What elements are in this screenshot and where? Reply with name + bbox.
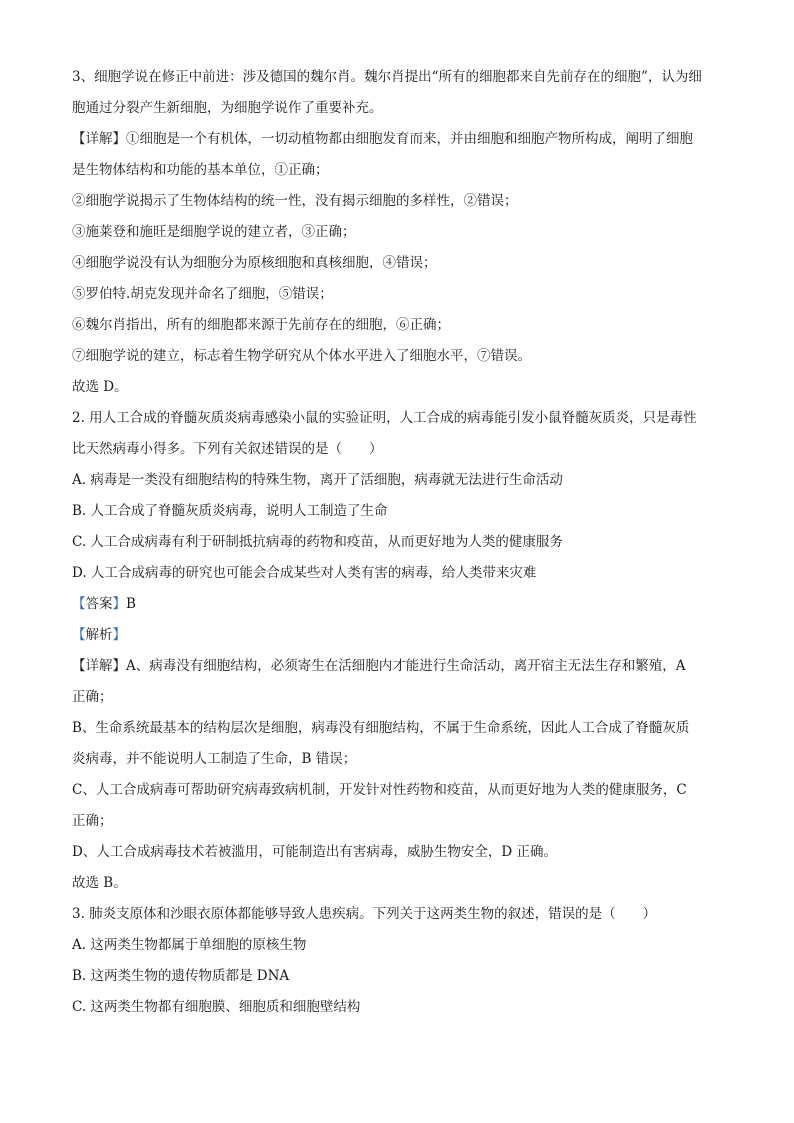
bracket-close: 】 [112,627,126,643]
text-line: ⑦细胞学说的建立，标志着生物学研究从个体水平进入了细胞水平，⑦错误。 [72,348,531,364]
text-line: 炎病毒，并不能说明人工制造了生命，B 错误； [72,751,357,767]
option-a: A. 病毒是一类没有细胞结构的特殊生物，离开了活细胞，病毒就无法进行生命活动 [72,472,563,488]
text-line: 胞通过分裂产生新细胞，为细胞学说作了重要补充。 [72,100,383,116]
question-stem: 比天然病毒小得多。下列有关叙述错误的是（ ） [72,441,383,457]
text-line: ⑤罗伯特.胡克发现并命名了细胞，⑤错误； [72,286,333,302]
text-line: ③施莱登和施旺是细胞学说的建立者，③正确； [72,224,356,240]
bracket-close: 】 [112,596,126,612]
option-c: C. 人工合成病毒有利于研制抵抗病毒的药物和疫苗，从而更好地为人类的健康服务 [72,534,563,550]
text-line: ⑥魏尔肖指出，所有的细胞都来源于先前存在的细胞，⑥正确； [72,317,450,333]
text-line: ②细胞学说揭示了生物体结构的统一性，没有揭示细胞的多样性，②错误； [72,193,518,209]
text-line: 正确； [72,813,113,829]
document-page [72,62,724,1023]
text-line: B、生命系统最基本的结构层次是细胞，病毒没有细胞结构，不属于生命系统，因此人工合成了脊髓灰质 [72,720,690,736]
option-a: A. 这两类生物都属于单细胞的原核生物 [72,937,307,953]
text-line: 【详解】①细胞是一个有机体，一切动植物都由细胞发育而来，并由细胞和细胞产物所构成，阐明了细胞 [72,131,693,147]
text-line: 3、细胞学说在修正中前进：涉及德国的魏尔肖。魏尔肖提出“所有的细胞都来自先前存在的细胞”，认为细 [72,69,702,85]
answer-label: 答案 [85,596,113,612]
conclusion-line: 故选 B。 [72,875,127,891]
conclusion-line: 故选 D。 [72,379,128,395]
bracket-open: 【 [72,627,86,643]
answer-value: B [126,596,136,612]
option-d: D. 人工合成病毒的研究也可能会合成某些对人类有害的病毒，给人类带来灾难 [72,565,537,581]
text-line: D、人工合成病毒技术若被滥用，可能制造出有害病毒，威胁生物安全，D 正确。 [72,844,557,860]
analysis-heading [72,620,724,651]
option-c: C. 这两类生物都有细胞膜、细胞质和细胞壁结构 [72,999,361,1015]
text-line: 正确； [72,689,113,705]
option-b: B. 这两类生物的遗传物质都是 DNA [72,968,290,984]
option-b: B. 人工合成了脊髓灰质炎病毒，说明人工制造了生命 [72,503,388,519]
question-stem: 3. 肺炎支原体和沙眼衣原体都能够导致人患疾病。下列关于这两类生物的叙述，错误的是（ ） [72,906,657,922]
analysis-label: 解析 [85,627,113,643]
text-line: C、人工合成病毒可帮助研究病毒致病机制，开发针对性药物和疫苗，从而更好地为人类的健康服务，C [72,782,687,798]
answer-heading [72,589,724,620]
text-line: ④细胞学说没有认为细胞分为原核细胞和真核细胞，④错误； [72,255,437,271]
bracket-open: 【 [72,596,86,612]
text-line: 【详解】A、病毒没有细胞结构，必须寄生在活细胞内才能进行生命活动，离开宿主无法生存和繁殖，A [72,658,686,674]
text-line: 是生物体结构和功能的基本单位，①正确； [72,162,329,178]
question-stem: 2. 用人工合成的脊髓灰质炎病毒感染小鼠的实验证明，人工合成的病毒能引发小鼠脊髓灰质炎，只是毒性 [72,410,697,426]
